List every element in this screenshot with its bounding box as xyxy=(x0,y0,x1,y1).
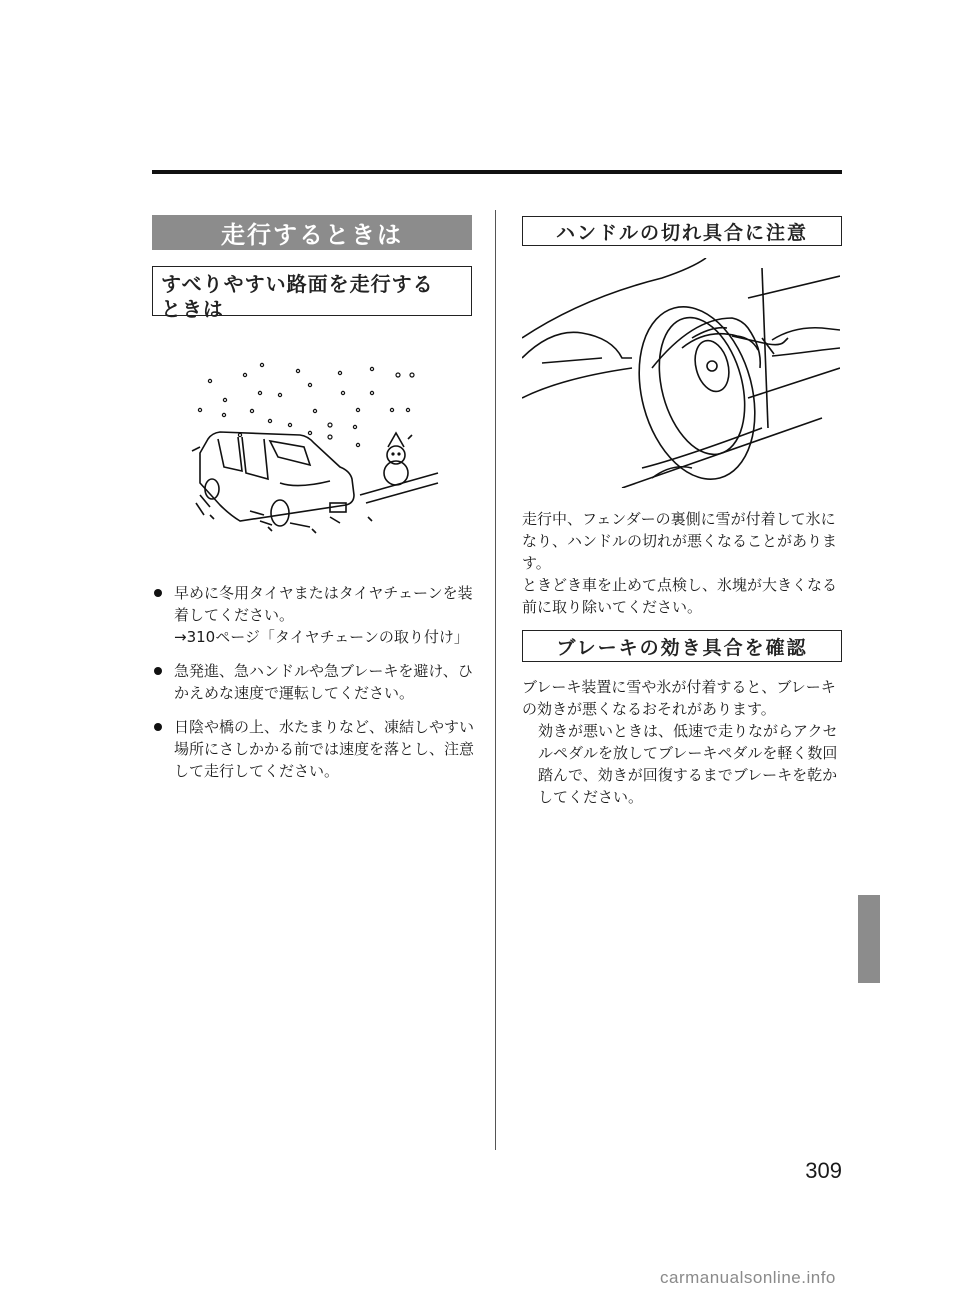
bullet-dot-icon xyxy=(154,723,162,731)
list-item xyxy=(152,716,474,782)
steering-paragraph xyxy=(522,508,842,618)
sub-heading-line2: ときは xyxy=(161,297,224,321)
page-number: 309 xyxy=(805,1158,842,1183)
heading-steering: ハンドルの切れ具合に注意 xyxy=(522,216,842,246)
fender-tire-illustration xyxy=(522,258,840,488)
steering-text: 走行中、フェンダーの裏側に雪が付着して氷になり、ハンドルの切れが悪くなることがあります。 xyxy=(522,510,838,572)
bullet-text: 日陰や橋の上、水たまりなど、凍結しやすい場所にさしかかる前では速度を落とし、注意して走行してください。 xyxy=(174,718,475,780)
brakes-text: ブレーキ装置に雪や氷が付着すると、ブレーキの効きが悪くなるおそれがあります。 xyxy=(522,678,836,718)
section-side-tab xyxy=(858,895,880,983)
list-item xyxy=(152,660,474,704)
heading-brakes: ブレーキの効き具合を確認 xyxy=(522,630,842,662)
sub-heading xyxy=(152,266,472,321)
list-item xyxy=(152,582,474,648)
bullet-text: 早めに冬用タイヤまたはタイヤチェーンを装着してください。 xyxy=(174,584,473,624)
sub-heading-line1: すべりやすい路面を走行する xyxy=(161,272,434,296)
watermark: carmanualsonline.info xyxy=(660,1268,836,1287)
snowy-road-car-illustration xyxy=(180,355,440,545)
page-reference: →310ページ「タイヤチェーンの取り付け」 xyxy=(174,628,469,646)
top-rule xyxy=(152,170,842,174)
brakes-advice: 効きが悪いときは、低速で走りながらアクセルペダルを放してブレーキペダルを軽く数回踏んで、効きが回復するまでブレーキを乾かしてください。 xyxy=(538,722,838,806)
bullet-dot-icon xyxy=(154,589,162,597)
brakes-paragraph xyxy=(522,676,842,808)
steering-advice: ときどき車を止めて点検し、氷塊が大きくなる前に取り除いてください。 xyxy=(522,576,838,616)
bullet-list xyxy=(152,582,474,794)
section-title: 走行するときは xyxy=(152,215,472,250)
column-divider xyxy=(495,210,496,1150)
bullet-text: 急発進、急ハンドルや急ブレーキを避け、ひかえめな速度で運転してください。 xyxy=(174,662,473,702)
bullet-dot-icon xyxy=(154,667,162,675)
